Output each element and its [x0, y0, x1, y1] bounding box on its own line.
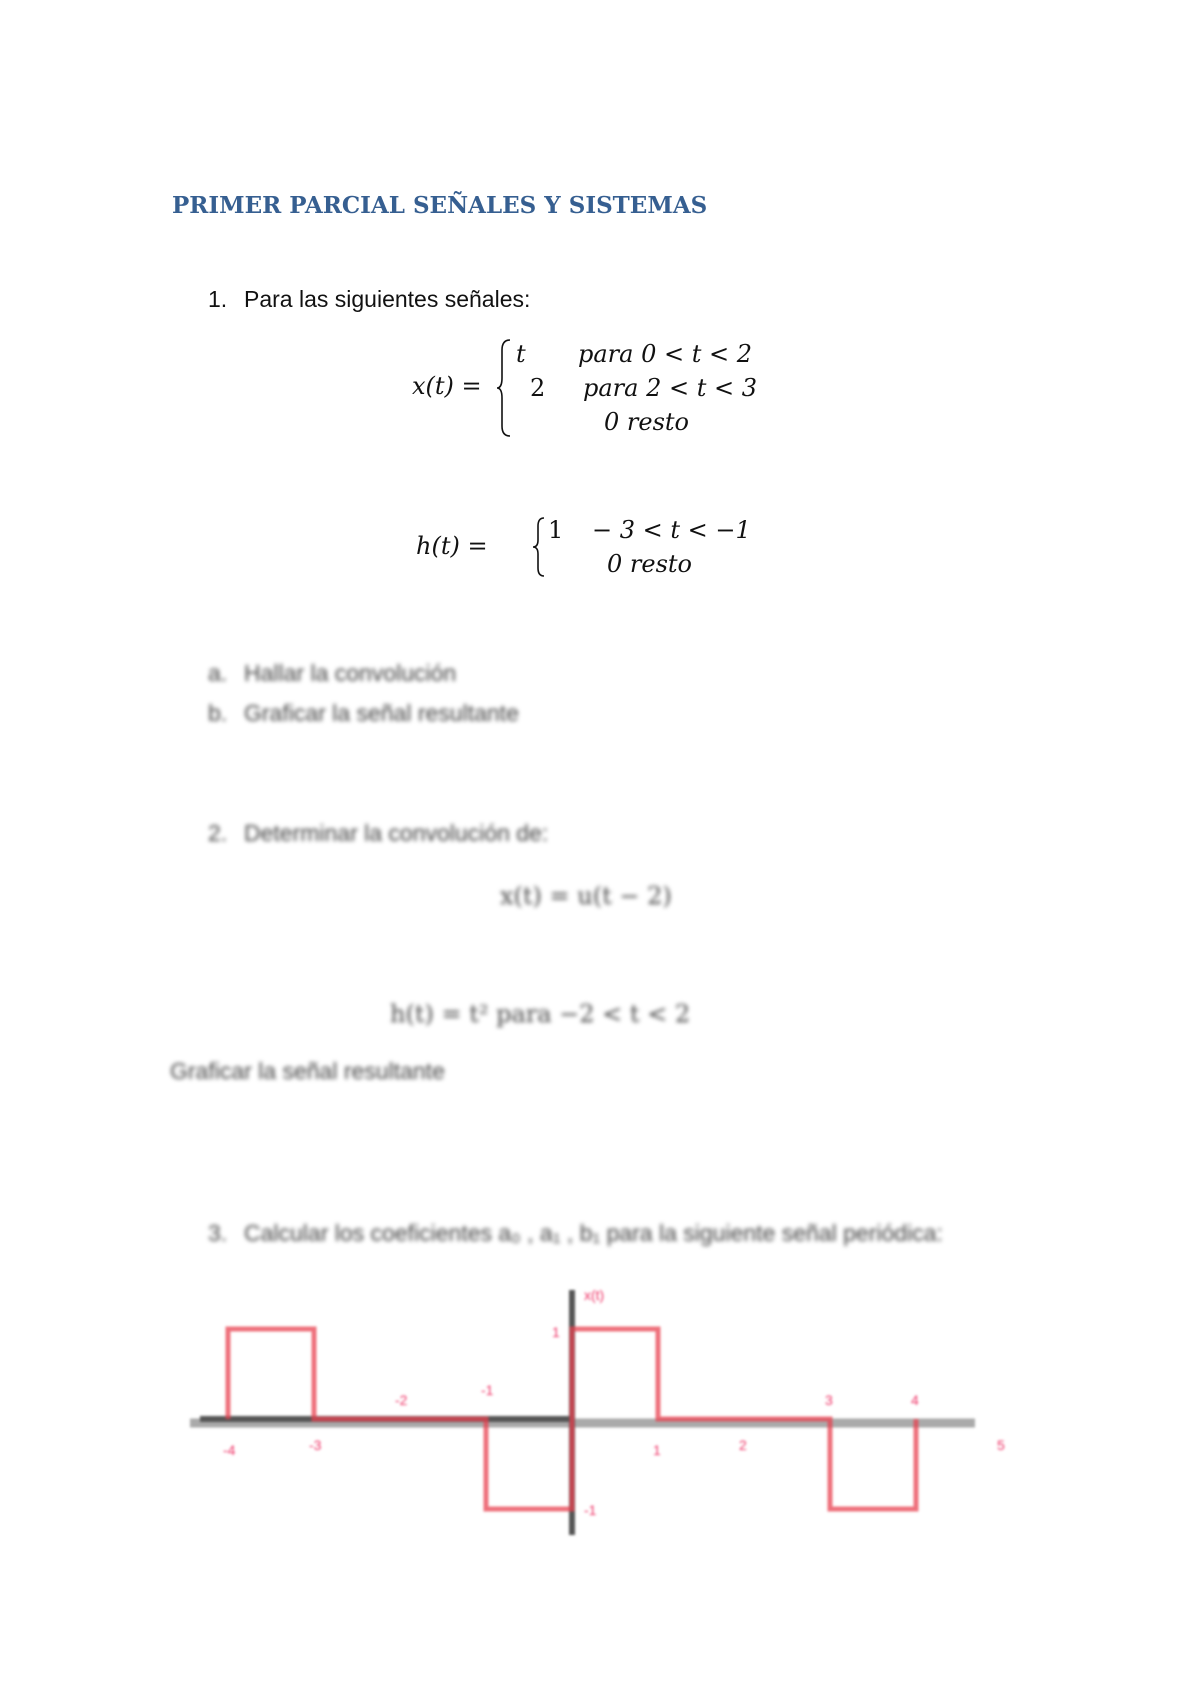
x-tick-label: -4 — [223, 1442, 236, 1458]
q3-number: 3. — [208, 1220, 228, 1246]
q2-text: Determinar la convolución de: — [244, 820, 549, 846]
item-a: Hallar la convolución — [244, 660, 457, 686]
chart-title: x(t) — [584, 1287, 605, 1303]
h-lhs: h(t) = — [416, 532, 488, 560]
case-value: t — [516, 340, 526, 368]
signal-line — [228, 1329, 916, 1509]
x-tick-label: -3 — [309, 1437, 322, 1453]
q2-x-equation: x(t) = u(t − 2) — [500, 882, 672, 910]
x-tick-label: 3 — [825, 1392, 833, 1408]
x-tick-label: -2 — [395, 1392, 408, 1408]
x-tick-label: -1 — [481, 1382, 494, 1398]
x-tick-label: 2 — [739, 1437, 747, 1453]
q3-text: Calcular los coeficientes a₀ , a₁ , b₁ para la siguiente señal periódica: — [244, 1220, 943, 1246]
q2-h-equation: h(t) = t² para −2 < t < 2 — [390, 1000, 691, 1028]
q1-text: Para las siguientes señales: — [244, 286, 531, 312]
case-value: 1 — [548, 516, 564, 544]
page-title: PRIMER PARCIAL SEÑALES Y SISTEMAS — [172, 192, 708, 219]
x-lhs: x(t) = — [412, 372, 482, 400]
x-tick-label: 4 — [911, 1392, 919, 1408]
y-tick-label: -1 — [584, 1502, 597, 1518]
case-cond: para 0 < t < 2 — [578, 340, 752, 368]
item-label: a. — [208, 660, 228, 686]
item-label: b. — [208, 700, 228, 726]
case-cond: 0 resto — [607, 550, 692, 578]
q1-number: 1. — [208, 286, 228, 312]
x-tick-label: 5 — [997, 1437, 1005, 1453]
case-value: 2 — [530, 374, 546, 402]
y-tick-label: 1 — [552, 1324, 560, 1340]
item-b: Graficar la señal resultante — [244, 700, 519, 726]
case-cond: para 2 < t < 3 — [583, 374, 757, 402]
q2-footer: Graficar la señal resultante — [170, 1058, 445, 1084]
case-cond: − 3 < t < −1 — [592, 516, 751, 544]
case-cond: 0 resto — [604, 408, 689, 436]
q2-number: 2. — [208, 820, 228, 846]
x-tick-label: 1 — [653, 1442, 661, 1458]
